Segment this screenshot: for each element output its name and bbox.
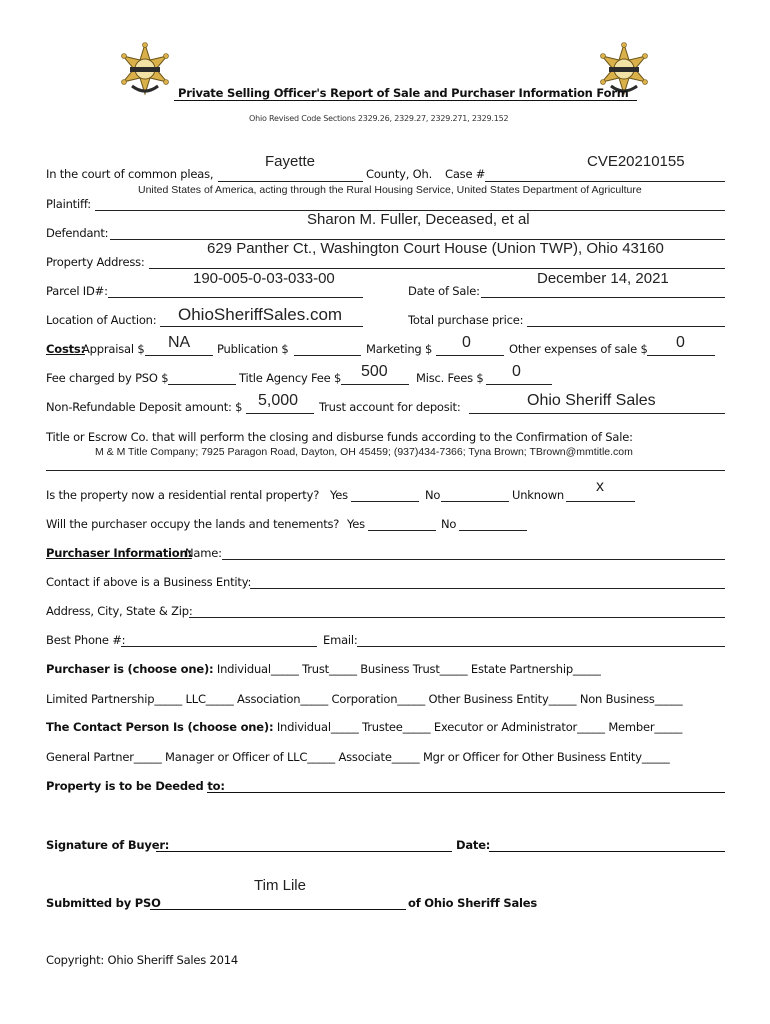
address-field[interactable] xyxy=(189,617,725,618)
date-of-sale-value[interactable]: December 14, 2021 xyxy=(537,270,669,287)
pso-name-value[interactable]: Tim Lile xyxy=(254,877,306,894)
occupy-no-label: No xyxy=(441,517,457,531)
purchaser-type-row-1: Purchaser is (choose one): Individual_____ Trust_____ Business Trust_____ Estate Partnership_____ xyxy=(46,662,601,676)
option-business-trust[interactable]: Business Trust xyxy=(360,662,440,676)
signature-field[interactable] xyxy=(156,851,452,852)
misc-fees-line xyxy=(486,384,552,385)
purchaser-heading: Purchaser Information: xyxy=(46,546,192,560)
appraisal-line xyxy=(145,355,213,356)
purchaser-type-row-2: Limited Partnership_____ LLC_____ Association_____ Corporation_____ Other Business Entity_____ Non Business_____ xyxy=(46,692,683,706)
contact-option-trustee[interactable]: Trustee xyxy=(362,720,403,734)
appraisal-label: Appraisal $ xyxy=(82,342,145,356)
case-number-value[interactable]: CVE20210155 xyxy=(587,153,685,170)
form-title: Private Selling Officer's Report of Sale and Purchaser Information Form xyxy=(174,86,637,101)
misc-fees-label: Misc. Fees $ xyxy=(416,371,484,385)
phone-field[interactable] xyxy=(121,646,317,647)
option-limited-partnership[interactable]: Limited Partnership xyxy=(46,692,155,706)
date-of-sale-label: Date of Sale: xyxy=(408,284,480,298)
copyright: Copyright: Ohio Sheriff Sales 2014 xyxy=(46,953,239,967)
option-corporation[interactable]: Corporation xyxy=(331,692,398,706)
defendant-label: Defendant: xyxy=(46,226,109,240)
title-agency-fee-value[interactable]: 500 xyxy=(361,363,388,380)
option-estate-partnership[interactable]: Estate Partnership xyxy=(470,662,573,676)
trust-account-line xyxy=(469,413,725,414)
property-address-label: Property Address: xyxy=(46,255,145,269)
county-line xyxy=(218,181,363,182)
rental-yes-label: Yes xyxy=(330,488,348,502)
submitted-by-line xyxy=(150,909,406,910)
deeded-to-field[interactable] xyxy=(207,792,725,793)
title-agency-fee-label: Title Agency Fee $ xyxy=(239,371,342,385)
property-address-value[interactable]: 629 Panther Ct., Washington Court House (Union TWP), Ohio 43160 xyxy=(207,240,664,257)
signature-date-field[interactable] xyxy=(489,851,725,852)
occupy-no-line[interactable] xyxy=(459,530,527,531)
court-label: In the court of common pleas, xyxy=(46,167,214,181)
rental-unknown-mark[interactable]: x xyxy=(596,478,604,495)
defendant-value[interactable]: Sharon M. Fuller, Deceased, et al xyxy=(307,211,530,228)
pso-fee-line xyxy=(168,384,236,385)
case-label: Case # xyxy=(445,167,486,181)
rental-unknown-line[interactable] xyxy=(566,501,635,502)
parcel-line xyxy=(108,297,363,298)
trust-account-label: Trust account for deposit: xyxy=(319,400,461,414)
contact-option-associate[interactable]: Associate xyxy=(338,750,392,764)
marketing-label: Marketing $ xyxy=(366,342,433,356)
escrow-label: Title or Escrow Co. that will perform the closing and disburse funds according to the Confirmation of Sale: xyxy=(46,430,633,444)
contact-option-executor[interactable]: Executor or Administrator xyxy=(433,720,578,734)
escrow-line xyxy=(46,470,725,471)
occupy-question: Will the purchaser occupy the lands and tenements? xyxy=(46,517,340,531)
location-value[interactable]: OhioSheriffSales.com xyxy=(178,305,343,324)
signature-label: Signature of Buyer: xyxy=(46,838,170,852)
address-label: Address, City, State & Zip: xyxy=(46,604,193,618)
submitted-by-label: Submitted by PSO xyxy=(46,896,161,910)
costs-label: Costs: xyxy=(46,342,85,356)
contact-entity-label: Contact if above is a Business Entity: xyxy=(46,575,252,589)
date-of-sale-line xyxy=(481,297,725,298)
rental-yes-line[interactable] xyxy=(351,501,419,502)
marketing-line xyxy=(436,355,504,356)
marketing-value[interactable]: 0 xyxy=(462,334,471,351)
case-line xyxy=(485,181,725,182)
option-association[interactable]: Association xyxy=(237,692,301,706)
appraisal-value[interactable]: NA xyxy=(168,334,191,351)
parcel-value[interactable]: 190-005-0-03-033-00 xyxy=(193,270,335,287)
deposit-value[interactable]: 5,000 xyxy=(258,392,299,409)
parcel-label: Parcel ID#: xyxy=(46,284,108,298)
plaintiff-label: Plaintiff: xyxy=(46,197,91,211)
rental-unknown-label: Unknown xyxy=(512,488,564,502)
purchaser-name-label: Name: xyxy=(185,546,222,560)
property-address-line xyxy=(149,268,725,269)
purchaser-name-field[interactable] xyxy=(222,559,725,560)
email-field[interactable] xyxy=(357,646,725,647)
contact-person-heading: The Contact Person Is (choose one): xyxy=(46,720,274,734)
option-other-business-entity[interactable]: Other Business Entity xyxy=(428,692,549,706)
publication-line xyxy=(294,355,361,356)
form-subtitle: Ohio Revised Code Sections 2329.26, 2329.27, 2329.271, 2329.152 xyxy=(249,114,509,123)
escrow-value[interactable]: M & M Title Company; 7925 Paragon Road, Dayton, OH 45459; (937)434-7366; Tyna Brown; TBrown@mmtitle.com xyxy=(95,446,633,458)
occupy-yes-line[interactable] xyxy=(368,530,436,531)
contact-person-row-1: The Contact Person Is (choose one): Individual_____ Trustee_____ Executor or Administrator_____ Member_____ xyxy=(46,720,683,734)
publication-label: Publication $ xyxy=(217,342,289,356)
option-llc[interactable]: LLC xyxy=(185,692,206,706)
contact-option-member[interactable]: Member xyxy=(608,720,655,734)
contact-option-mgr-other-entity[interactable]: Mgr or Officer for Other Business Entity xyxy=(422,750,642,764)
deeded-to-label: Property is to be Deeded to: xyxy=(46,779,225,793)
county-label: County, Oh. xyxy=(366,167,433,181)
trust-account-value[interactable]: Ohio Sheriff Sales xyxy=(527,392,656,409)
county-value[interactable]: Fayette xyxy=(265,153,316,170)
total-price-label: Total purchase price: xyxy=(408,313,524,327)
phone-label: Best Phone #: xyxy=(46,633,126,647)
plaintiff-value[interactable]: United States of America, acting through the Rural Housing Service, United States Department of Agriculture xyxy=(138,184,642,196)
email-label: Email: xyxy=(323,633,358,647)
pso-fee-label: Fee charged by PSO $ xyxy=(46,371,169,385)
signature-date-label: Date: xyxy=(456,838,491,852)
other-expenses-value[interactable]: 0 xyxy=(676,334,685,351)
option-non-business[interactable]: Non Business xyxy=(579,692,655,706)
deposit-line xyxy=(246,413,314,414)
purchaser-type-heading: Purchaser is (choose one): xyxy=(46,662,214,676)
submitted-by-suffix: of Ohio Sheriff Sales xyxy=(408,896,538,910)
contact-entity-field[interactable] xyxy=(250,588,725,589)
option-individual[interactable]: Individual xyxy=(216,662,271,676)
occupy-yes-label: Yes xyxy=(347,517,365,531)
location-line xyxy=(160,326,363,327)
deposit-label: Non-Refundable Deposit amount: $ xyxy=(46,400,243,414)
location-label: Location of Auction: xyxy=(46,313,157,327)
misc-fees-value[interactable]: 0 xyxy=(512,363,521,380)
rental-no-label: No xyxy=(425,488,441,502)
other-expenses-label: Other expenses of sale $ xyxy=(509,342,648,356)
title-agency-fee-line xyxy=(341,384,409,385)
rental-no-line[interactable] xyxy=(441,501,509,502)
total-price-line xyxy=(527,326,725,327)
option-trust[interactable]: Trust xyxy=(302,662,329,676)
other-expenses-line xyxy=(647,355,715,356)
sheriff-star-badge-icon xyxy=(118,42,172,96)
contact-option-individual[interactable]: Individual xyxy=(276,720,331,734)
contact-person-row-2: General Partner_____ Manager or Officer of LLC_____ Associate_____ Mgr or Officer for Other Business Entity_____ xyxy=(46,750,670,764)
contact-option-manager-llc[interactable]: Manager or Officer of LLC xyxy=(165,750,308,764)
rental-question: Is the property now a residential rental property? xyxy=(46,488,320,502)
contact-option-general-partner[interactable]: General Partner xyxy=(46,750,134,764)
